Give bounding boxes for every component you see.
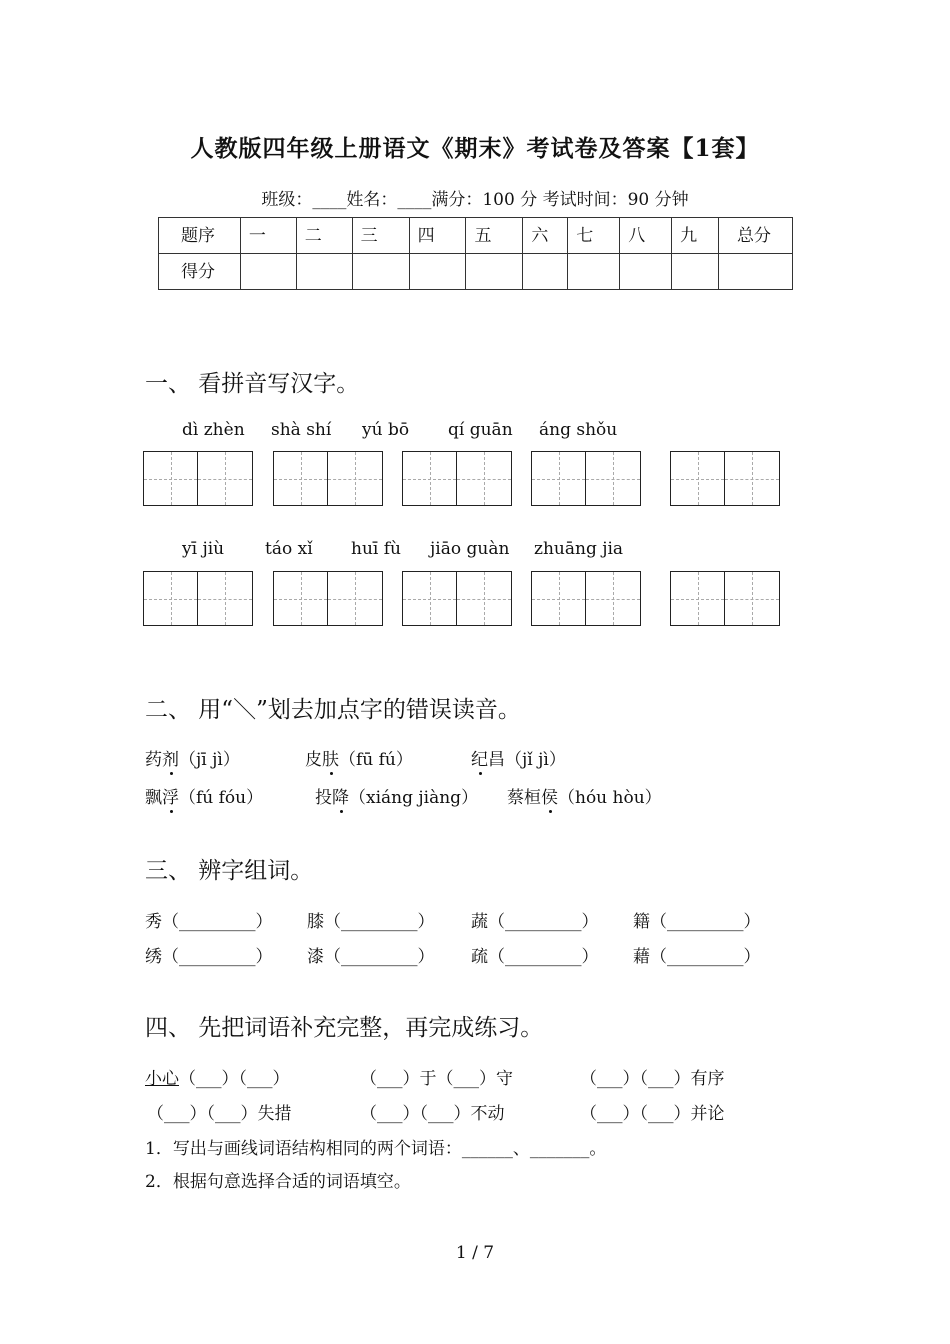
score-input-cell[interactable] bbox=[719, 254, 793, 290]
writing-cell[interactable] bbox=[274, 572, 328, 625]
guide-line bbox=[725, 479, 779, 480]
guide-line bbox=[144, 479, 197, 480]
writing-cell[interactable] bbox=[457, 452, 511, 505]
guide-line bbox=[671, 599, 724, 600]
guide-line bbox=[403, 479, 456, 480]
reading-item[interactable] bbox=[471, 745, 566, 770]
reading-item[interactable] bbox=[145, 745, 240, 770]
writing-box[interactable] bbox=[670, 451, 780, 506]
score-input-cell[interactable] bbox=[620, 254, 672, 290]
dotted-char: 剂 bbox=[162, 745, 179, 770]
guide-line bbox=[274, 479, 327, 480]
guide-line bbox=[328, 599, 382, 600]
pinyin-label: shà shí bbox=[271, 420, 332, 440]
writing-box[interactable] bbox=[143, 571, 253, 626]
word-blank[interactable]: 漆（_________） bbox=[307, 947, 435, 967]
pinyin-options: （xiáng jiàng） bbox=[349, 788, 479, 808]
pinyin-label: dì zhèn bbox=[182, 420, 245, 440]
guide-line bbox=[671, 479, 724, 480]
writing-cell[interactable] bbox=[725, 572, 779, 625]
score-input-cell[interactable] bbox=[409, 254, 466, 290]
word-text: 飘 bbox=[145, 788, 162, 808]
idiom-blank[interactable]: （___）（___）有序 bbox=[580, 1069, 725, 1089]
pinyin-options: （jī jì） bbox=[179, 750, 240, 770]
writing-box[interactable] bbox=[402, 451, 512, 506]
writing-cell[interactable] bbox=[671, 452, 725, 505]
writing-cell[interactable] bbox=[274, 452, 328, 505]
writing-box[interactable] bbox=[670, 571, 780, 626]
score-input-cell[interactable] bbox=[466, 254, 523, 290]
writing-cell[interactable] bbox=[532, 452, 586, 505]
writing-cell[interactable] bbox=[586, 572, 640, 625]
pinyin-label: yú bō bbox=[362, 420, 410, 440]
word-text: 昌 bbox=[488, 750, 505, 770]
dotted-char: 纪 bbox=[471, 745, 488, 770]
score-header-cell: 三 bbox=[352, 218, 409, 254]
guide-line bbox=[198, 479, 252, 480]
guide-line bbox=[198, 599, 252, 600]
word-blank[interactable]: 膝（_________） bbox=[307, 912, 435, 932]
dotted-char: 侯 bbox=[541, 783, 558, 808]
pinyin-options: （jǐ jì） bbox=[505, 750, 566, 770]
page-title: 人教版四年级上册语文《期末》考试卷及答案【1套】 bbox=[190, 135, 760, 162]
score-header-cell: 六 bbox=[523, 218, 568, 254]
score-header-cell: 二 bbox=[296, 218, 352, 254]
idiom-blank[interactable] bbox=[145, 1064, 290, 1089]
score-table bbox=[158, 217, 793, 290]
blank-text: （___）（___） bbox=[179, 1069, 290, 1089]
writing-cell[interactable] bbox=[198, 452, 252, 505]
question-1[interactable]: 1．写出与画线词语结构相同的两个词语：______、_______。 bbox=[145, 1139, 607, 1159]
writing-cell[interactable] bbox=[403, 572, 457, 625]
writing-box[interactable] bbox=[531, 451, 641, 506]
writing-cell[interactable] bbox=[198, 572, 252, 625]
writing-box[interactable] bbox=[402, 571, 512, 626]
score-header-cell: 九 bbox=[672, 218, 719, 254]
section-4-title: 四、 先把词语补充完整，再完成练习。 bbox=[145, 1015, 544, 1041]
guide-line bbox=[457, 599, 511, 600]
score-header-cell: 五 bbox=[466, 218, 523, 254]
underlined-word: 小心 bbox=[145, 1069, 179, 1089]
word-blank[interactable]: 疏（_________） bbox=[471, 947, 599, 967]
pinyin-options: （fū fú） bbox=[339, 750, 413, 770]
idiom-blank[interactable]: （___）（___）不动 bbox=[360, 1104, 505, 1124]
pinyin-label: áng shǒu bbox=[539, 420, 618, 440]
score-input-cell[interactable] bbox=[523, 254, 568, 290]
question-2: 2．根据句意选择合适的词语填空。 bbox=[145, 1172, 411, 1192]
word-blank[interactable]: 蔬（_________） bbox=[471, 912, 599, 932]
writing-box[interactable] bbox=[143, 451, 253, 506]
score-header-cell: 七 bbox=[568, 218, 620, 254]
section-2-title: 二、 用“＼”划去加点字的错误读音。 bbox=[145, 697, 521, 723]
score-header-cell: 八 bbox=[620, 218, 672, 254]
writing-box[interactable] bbox=[273, 571, 383, 626]
pinyin-label: jiāo guàn bbox=[430, 539, 510, 559]
guide-line bbox=[457, 479, 511, 480]
dotted-char: 降 bbox=[332, 783, 349, 808]
writing-cell[interactable] bbox=[725, 452, 779, 505]
score-input-cell[interactable] bbox=[296, 254, 352, 290]
score-input-cell[interactable] bbox=[352, 254, 409, 290]
idiom-blank[interactable]: （___）于（___）守 bbox=[360, 1069, 513, 1089]
dotted-char: 浮 bbox=[162, 783, 179, 808]
writing-cell[interactable] bbox=[532, 572, 586, 625]
section-1-title: 一、 看拼音写汉字。 bbox=[145, 371, 360, 397]
score-input-cell[interactable] bbox=[240, 254, 296, 290]
score-header-cell: 四 bbox=[409, 218, 466, 254]
writing-box[interactable] bbox=[531, 571, 641, 626]
word-blank[interactable]: 绣（_________） bbox=[145, 947, 273, 967]
pinyin-options: （fú fóu） bbox=[179, 788, 264, 808]
writing-box[interactable] bbox=[273, 451, 383, 506]
guide-line bbox=[144, 599, 197, 600]
pinyin-label: qí guān bbox=[448, 420, 513, 440]
word-blank[interactable]: 籍（_________） bbox=[633, 912, 761, 932]
guide-line bbox=[586, 479, 640, 480]
guide-line bbox=[532, 479, 585, 480]
reading-item[interactable] bbox=[507, 783, 662, 808]
writing-cell[interactable] bbox=[457, 572, 511, 625]
score-table-header-row bbox=[159, 218, 793, 254]
idiom-blank[interactable]: （___）（___）失措 bbox=[147, 1104, 292, 1124]
pinyin-label: huī fù bbox=[351, 539, 401, 559]
writing-cell[interactable] bbox=[328, 572, 382, 625]
pinyin-label: táo xǐ bbox=[265, 539, 313, 559]
guide-line bbox=[586, 599, 640, 600]
writing-cell[interactable] bbox=[328, 452, 382, 505]
pinyin-label: yī jiù bbox=[182, 539, 225, 559]
guide-line bbox=[403, 599, 456, 600]
score-header-cell: 总分 bbox=[719, 218, 793, 254]
writing-cell[interactable] bbox=[403, 452, 457, 505]
word-blank[interactable]: 藉（_________） bbox=[633, 947, 761, 967]
idiom-blank[interactable]: （___）（___）并论 bbox=[580, 1104, 725, 1124]
writing-cell[interactable] bbox=[144, 452, 198, 505]
score-row-label: 得分 bbox=[159, 254, 241, 290]
writing-cell[interactable] bbox=[586, 452, 640, 505]
guide-line bbox=[725, 599, 779, 600]
exam-info: 班级：____姓名：____满分：100 分 考试时间：90 分钟 bbox=[261, 190, 689, 210]
word-text: 投 bbox=[315, 788, 332, 808]
page-number: 1 / 7 bbox=[455, 1243, 495, 1263]
word-text: 蔡桓 bbox=[507, 788, 541, 808]
score-input-cell[interactable] bbox=[672, 254, 719, 290]
writing-cell[interactable] bbox=[671, 572, 725, 625]
score-header-cell: 一 bbox=[240, 218, 296, 254]
reading-item[interactable] bbox=[305, 745, 413, 770]
guide-line bbox=[274, 599, 327, 600]
word-text: 药 bbox=[145, 750, 162, 770]
section-3-title: 三、 辨字组词。 bbox=[145, 858, 314, 884]
pinyin-options: （hóu hòu） bbox=[558, 788, 662, 808]
word-blank[interactable]: 秀（_________） bbox=[145, 912, 273, 932]
pinyin-label: zhuāng jia bbox=[534, 539, 624, 559]
score-table-score-row bbox=[159, 254, 793, 290]
writing-cell[interactable] bbox=[144, 572, 198, 625]
dotted-char: 肤 bbox=[322, 745, 339, 770]
reading-item[interactable] bbox=[315, 783, 478, 808]
guide-line bbox=[328, 479, 382, 480]
guide-line bbox=[532, 599, 585, 600]
reading-item[interactable] bbox=[145, 783, 263, 808]
score-input-cell[interactable] bbox=[568, 254, 620, 290]
score-header-cell: 题序 bbox=[159, 218, 241, 254]
word-text: 皮 bbox=[305, 750, 322, 770]
